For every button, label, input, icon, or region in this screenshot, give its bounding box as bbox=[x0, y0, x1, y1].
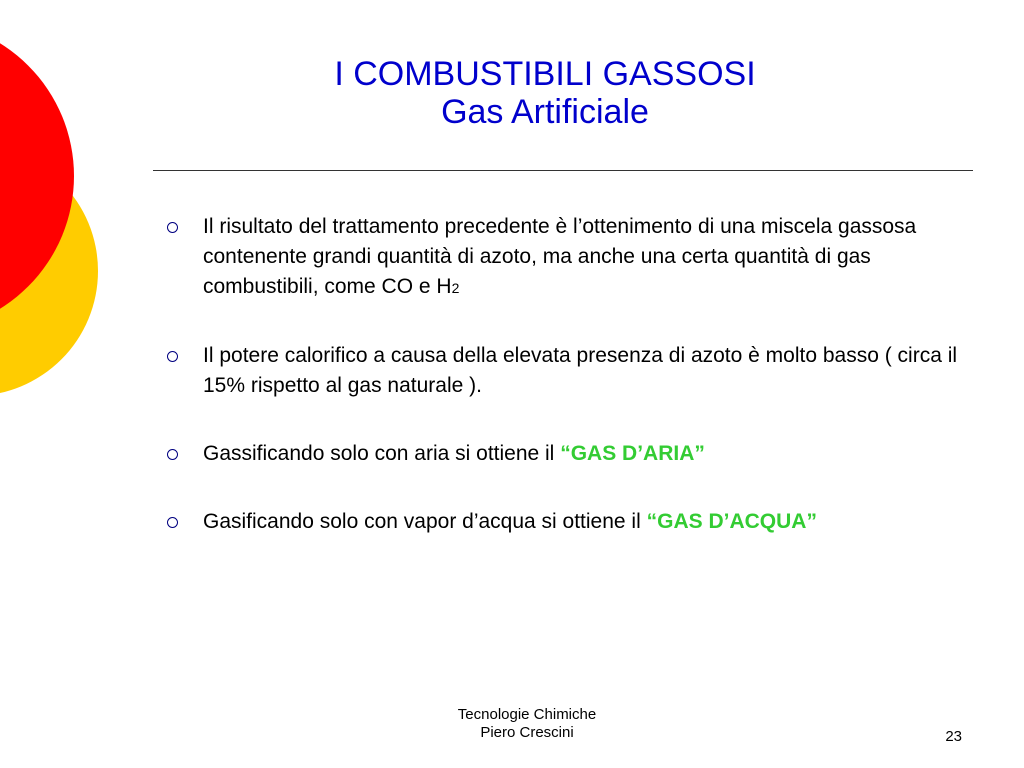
bullet-item bbox=[162, 507, 962, 537]
bullet-text: Il potere calorifico a causa della elevata presenza di azoto è molto basso ( circa il 15% rispetto al gas naturale ). bbox=[203, 344, 958, 397]
bullet-highlight: “GAS D’ARIA” bbox=[560, 442, 705, 465]
footer-course: Tecnologie Chimiche bbox=[457, 706, 597, 723]
bullet-text: Il risultato del trattamento precedente è l’ottenimento di una miscela gassosa contenente grandi quantità di azoto, ma anche una certa quantità di gas combustibili, come CO e H bbox=[203, 215, 917, 298]
bullet-circle-icon bbox=[167, 517, 178, 528]
bullet-item bbox=[162, 212, 962, 303]
title-divider bbox=[153, 170, 973, 171]
bullet-list bbox=[162, 212, 962, 575]
bullet-item bbox=[162, 439, 962, 469]
bullet-highlight: “GAS D’ACQUA” bbox=[646, 510, 817, 533]
slide-subtitle: Gas Artificiale bbox=[441, 93, 649, 131]
bullet-circle-icon bbox=[167, 351, 178, 362]
bullet-text: Gasificando solo con vapor d’acqua si ottiene il bbox=[203, 510, 647, 533]
bullet-item bbox=[162, 341, 962, 401]
bullet-circle-icon bbox=[167, 222, 178, 233]
page-number: 23 bbox=[945, 728, 962, 745]
bullet-subscript: 2 bbox=[451, 280, 460, 296]
bullet-circle-icon bbox=[167, 449, 178, 460]
bullet-text: Gassificando solo con aria si ottiene il bbox=[203, 442, 561, 465]
footer-author: Piero Crescini bbox=[480, 724, 574, 741]
slide-title bbox=[150, 55, 940, 131]
footer bbox=[412, 706, 642, 742]
slide-title-main: I COMBUSTIBILI GASSOSI bbox=[334, 55, 756, 93]
